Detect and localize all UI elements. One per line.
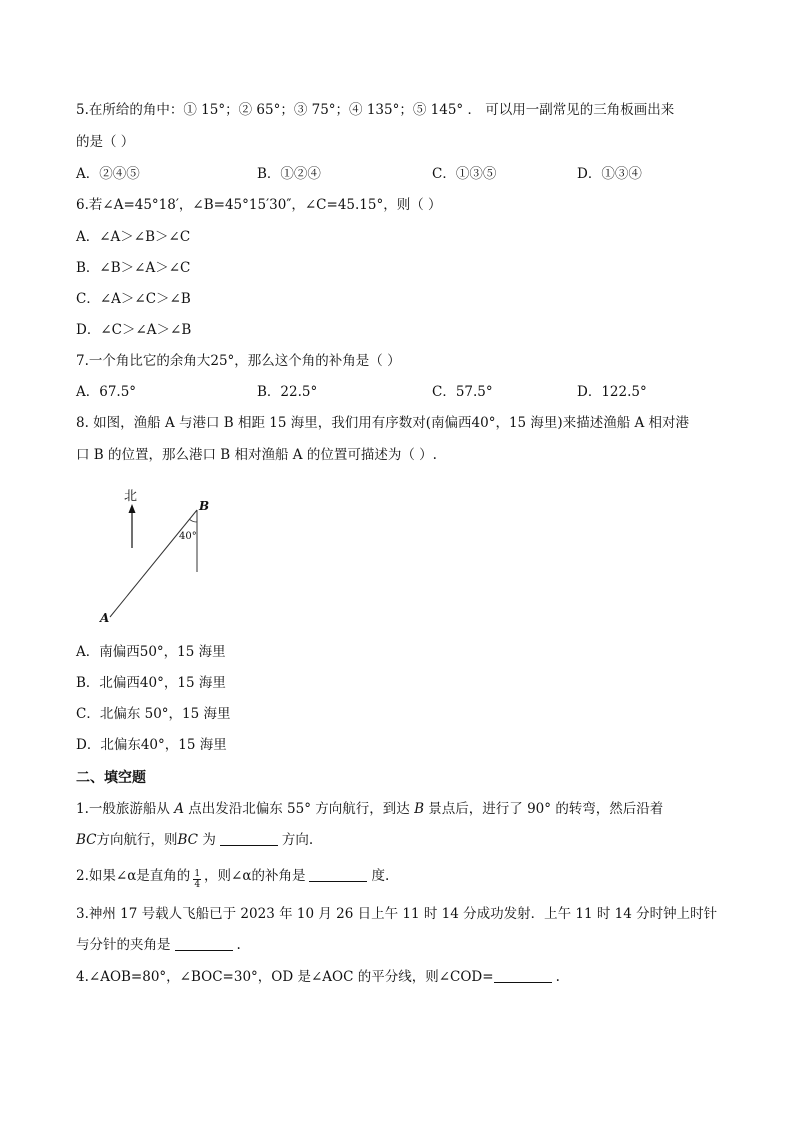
f1-point-a: A: [174, 801, 184, 817]
q8-option-c[interactable]: C．北偏东 50°，15 海里: [76, 706, 231, 722]
f2-text-b: ，则∠α的补角是: [204, 868, 306, 884]
f2-answer-blank[interactable]: [309, 867, 367, 882]
north-label: 北: [124, 489, 138, 504]
f3-text-a: 与分针的夹角是: [76, 937, 171, 953]
f2-fraction-numerator: 1: [194, 869, 201, 879]
angle-arc: [189, 519, 197, 522]
f1-text-c: 点出发沿北偏东: [188, 801, 283, 817]
q5-option-c[interactable]: C．①③⑤: [432, 166, 497, 182]
label-a: A: [100, 611, 110, 625]
q5-option-d[interactable]: D．①③④: [577, 166, 642, 182]
f4-text-b: .: [555, 969, 560, 985]
f1-text-l2e: 方向.: [281, 832, 314, 848]
q6-option-c[interactable]: C．∠A＞∠C＞∠B: [76, 291, 191, 307]
f4-text-a: 4.∠AOB=80°，∠BOC=30°，OD 是∠AOC 的平分线，则∠COD=: [76, 969, 494, 985]
f1-line-bc-2: BC: [177, 832, 199, 848]
f1-text-e: 方向航行，到达: [315, 801, 410, 817]
f1-angle-55: 55°: [287, 801, 311, 817]
north-arrowhead-icon: [129, 504, 136, 513]
f3-text-b: .: [236, 937, 241, 953]
f1-text-g: 景点后，进行了: [428, 801, 523, 817]
angle-label: 40°: [179, 531, 197, 542]
f3-answer-blank[interactable]: [175, 936, 233, 951]
q7-stem: 7.一个角比它的余角大25°，那么这个角的补角是（ ）: [76, 353, 401, 369]
q8-option-d[interactable]: D．北偏东40°，15 海里: [76, 737, 227, 753]
f2-text-a: 2.如果∠α是直角的: [76, 868, 191, 884]
f4-stem: [76, 967, 560, 987]
q5-option-b[interactable]: B．①②④: [257, 166, 321, 182]
f1-answer-blank[interactable]: [220, 831, 278, 846]
f1-text-l2b: 方向航行，则: [96, 832, 178, 848]
f1-angle-90: 90°: [527, 801, 552, 817]
q8-option-b[interactable]: B．北偏西40°，15 海里: [76, 675, 226, 691]
q7-option-a[interactable]: A．67.5°: [76, 384, 137, 400]
f1-stem-line1: [76, 799, 663, 819]
q8-stem-line2: 口 B 的位置，那么港口 B 相对渔船 A 的位置可描述为（ ）.: [76, 447, 437, 463]
q7-option-b[interactable]: B．22.5°: [257, 384, 318, 400]
q6-option-a[interactable]: A．∠A＞∠B＞∠C: [76, 229, 191, 245]
f1-text-l2d: 为: [202, 832, 216, 848]
q8-figure: [90, 480, 230, 630]
f3-stem-line1: 3.神州 17 号载人飞船已于 2023 年 10 月 26 日上午 11 时 14 分成功发射．上午 11 时 14 分时钟上时针: [76, 906, 718, 922]
segment-ab: [110, 510, 197, 617]
f2-fraction-denominator: 4: [194, 880, 201, 890]
f2-fraction: [193, 869, 201, 890]
q7-option-d[interactable]: D．122.5°: [577, 384, 647, 400]
q6-stem: 6.若∠A=45°18′，∠B=45°15′30″，∠C=45.15°，则（ ）: [76, 197, 442, 213]
q8-stem-line1: 8. 如图，渔船 A 与港口 B 相距 15 海里，我们用有序数对(南偏西40°，15 海里)来描述渔船 A 相对港: [76, 415, 690, 431]
label-b: B: [199, 499, 210, 513]
f2-text-c: 度.: [371, 868, 390, 884]
f1-text-a: 1.一般旅游船从: [76, 801, 170, 817]
f1-line-bc: BC: [76, 832, 97, 848]
section-title: 二、填空题: [76, 770, 146, 786]
f1-text-i: 的转弯，然后沿着: [555, 801, 664, 817]
f3-stem-line2: [76, 935, 241, 955]
q8-option-a[interactable]: A．南偏西50°，15 海里: [76, 644, 226, 660]
f1-point-b: B: [414, 801, 424, 817]
f2-stem: [76, 866, 389, 890]
q6-option-d[interactable]: D．∠C＞∠A＞∠B: [76, 322, 192, 338]
q6-option-b[interactable]: B．∠B＞∠A＞∠C: [76, 260, 191, 276]
q5-option-a[interactable]: A．②④⑤: [76, 166, 140, 182]
f1-stem-line2: [76, 830, 313, 850]
f4-answer-blank[interactable]: [494, 968, 552, 983]
q7-option-c[interactable]: C．57.5°: [432, 384, 493, 400]
q5-stem-line2: 的是（ ）: [76, 134, 135, 150]
q5-stem-line1: 5.在所给的角中：① 15°；② 65°；③ 75°；④ 135°；⑤ 145° ． 可以用一副常见的三角板画出来: [76, 102, 675, 118]
